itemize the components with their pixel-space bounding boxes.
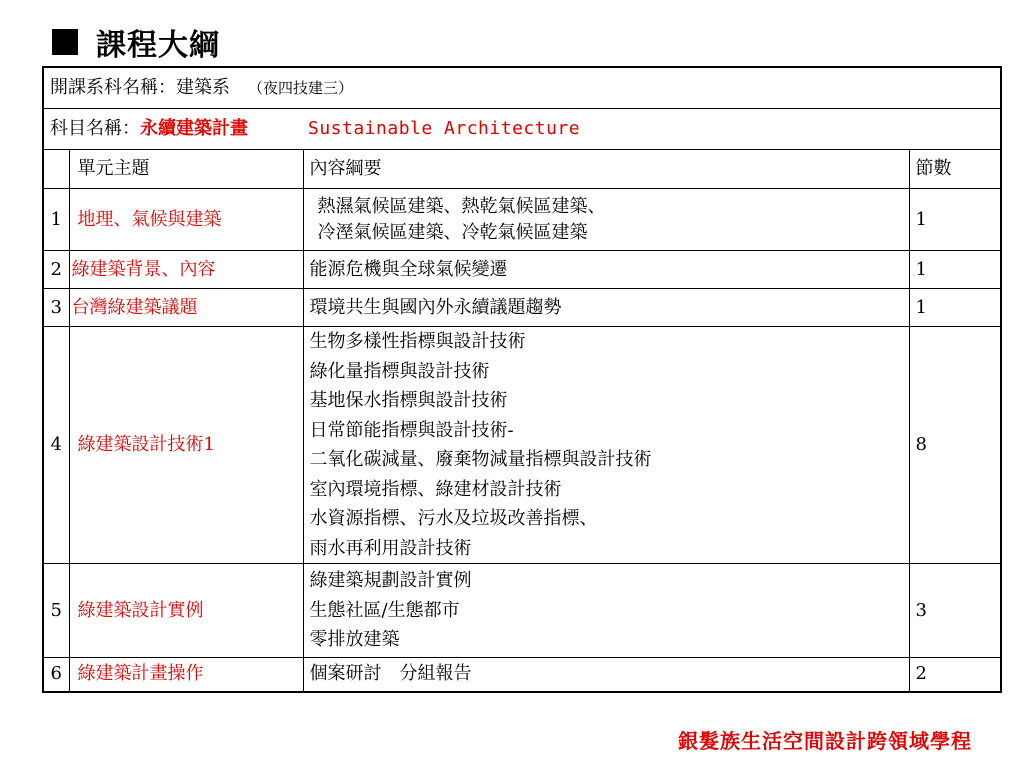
header-content: 內容綱要 — [303, 150, 909, 189]
subject-name: 永續建築計畫 — [140, 118, 248, 139]
column-header-row — [43, 150, 1001, 189]
row-hours: 1 — [909, 251, 1001, 289]
content-line: 綠化量指標與設計技術 — [309, 360, 490, 382]
row-unit: 台灣綠建築議題 — [69, 289, 303, 327]
row-content — [303, 251, 909, 289]
table-row — [43, 564, 1001, 658]
content-line: 基地保水指標與設計技術 — [309, 390, 508, 411]
row-unit: 綠建築背景、內容 — [69, 251, 303, 289]
department-note: （夜四技建三） — [248, 79, 354, 97]
content-line: 環境共生與國內外永續議題趨勢 — [309, 296, 562, 318]
page-title: 課程大綱 — [96, 28, 220, 63]
row-unit: 綠建築設計實例 — [69, 564, 303, 658]
row-hours: 2 — [909, 658, 1001, 692]
row-content — [303, 564, 909, 658]
content-line: 水資源指標、污水及垃圾改善指標、 — [309, 508, 598, 529]
content-line: 個案研討 分組報告 — [309, 663, 472, 685]
table-row — [43, 658, 1001, 692]
row-unit: 綠建築計畫操作 — [69, 658, 303, 692]
row-hours: 1 — [909, 289, 1001, 327]
content-line: 能源危機與全球氣候變遷 — [309, 258, 508, 280]
subject-cell — [43, 109, 1001, 150]
row-hours: 1 — [909, 189, 1001, 251]
row-content — [303, 327, 909, 564]
content-line: 生態社區/生態都市 — [309, 599, 460, 621]
row-hours: 8 — [909, 327, 1001, 564]
department-label: 開課系科名稱：建築系 — [50, 77, 230, 98]
department-row — [43, 67, 1001, 109]
subject-row — [43, 109, 1001, 150]
row-unit: 綠建築設計技術1 — [69, 327, 303, 564]
row-hours: 3 — [909, 564, 1001, 658]
subject-label: 科目名稱： — [50, 118, 140, 139]
subject-english-name: Sustainable Architecture — [308, 118, 581, 139]
row-num: 3 — [43, 289, 69, 327]
row-content — [303, 289, 909, 327]
row-num: 4 — [43, 327, 69, 564]
row-num: 5 — [43, 564, 69, 658]
content-line: 雨水再利用設計技術 — [309, 537, 472, 559]
content-line: 零排放建築 — [309, 629, 400, 651]
content-line: 熱濕氣候區建築、熱乾氣候區建築、 — [317, 195, 606, 217]
row-content — [303, 189, 909, 251]
table-row — [43, 289, 1001, 327]
content-line: 綠建築規劃設計實例 — [309, 570, 472, 592]
content-line: 生物多樣性指標與設計技術 — [309, 331, 526, 352]
header-hours: 節數 — [909, 150, 1001, 189]
row-unit: 地理、氣候與建築 — [69, 189, 303, 251]
row-content — [303, 658, 909, 692]
syllabus-table — [42, 66, 1002, 693]
department-cell — [43, 67, 1001, 109]
header-unit: 單元主題 — [69, 150, 303, 189]
content-line: 日常節能指標與設計技術- — [309, 419, 514, 441]
page-title-block — [52, 22, 220, 62]
content-line: 二氧化碳減量、廢棄物減量指標與設計技術 — [309, 449, 652, 470]
content-line: 冷溼氣候區建築、冷乾氣候區建築 — [317, 221, 588, 243]
header-num — [43, 150, 69, 189]
row-num: 2 — [43, 251, 69, 289]
content-line: 室內環境指標、綠建材設計技術 — [309, 478, 562, 500]
table-row — [43, 251, 1001, 289]
row-num: 6 — [43, 658, 69, 692]
square-bullet-icon — [52, 29, 78, 55]
table-row — [43, 327, 1001, 564]
table-row — [43, 189, 1001, 251]
program-footer: 銀髮族生活空間設計跨領域學程 — [678, 729, 972, 753]
row-num: 1 — [43, 189, 69, 251]
